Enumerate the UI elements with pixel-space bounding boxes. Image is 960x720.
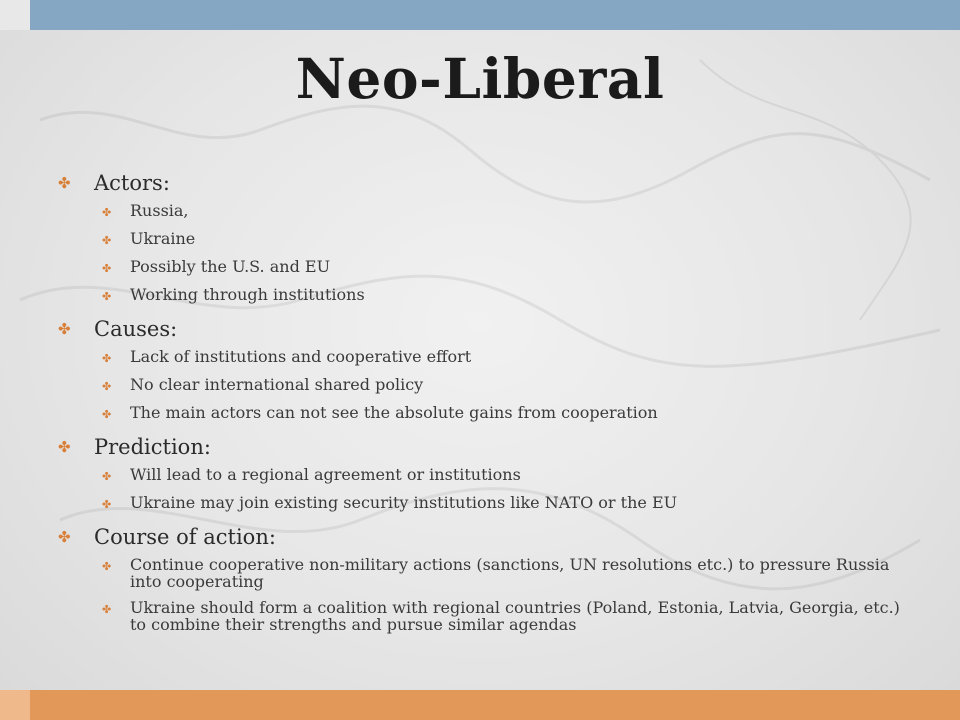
sub-list [58, 552, 918, 638]
list-item-text: Ukraine [130, 229, 196, 248]
section-course-of-action [58, 522, 918, 638]
section-heading-text: Prediction: [94, 435, 211, 459]
diamond-bullet-icon: ✤ [102, 380, 112, 393]
section-heading [58, 522, 918, 552]
section-heading [58, 168, 918, 198]
diamond-bullet-icon: ✤ [58, 320, 71, 338]
section-actors [58, 168, 918, 310]
list-item [58, 344, 918, 372]
slide-body [58, 168, 918, 642]
diamond-bullet-icon: ✤ [102, 498, 112, 511]
sub-list [58, 344, 918, 428]
list-item [58, 595, 918, 638]
diamond-bullet-icon: ✤ [102, 206, 112, 219]
list-item [58, 552, 918, 595]
list-item-text: Possibly the U.S. and EU [130, 257, 331, 276]
diamond-bullet-icon: ✤ [102, 408, 112, 421]
list-item-text: Continue cooperative non-military actions (sanctions, UN resolutions etc.) to pressure Russia into cooperating [130, 555, 890, 591]
sub-list [58, 462, 918, 518]
diamond-bullet-icon: ✤ [102, 603, 112, 616]
diamond-bullet-icon: ✤ [102, 560, 112, 573]
section-heading [58, 432, 918, 462]
diamond-bullet-icon: ✤ [102, 290, 112, 303]
list-item [58, 226, 918, 254]
list-item [58, 282, 918, 310]
section-heading-text: Course of action: [94, 525, 276, 549]
list-item-text: Working through institutions [130, 285, 365, 304]
diamond-bullet-icon: ✤ [102, 470, 112, 483]
list-item [58, 400, 918, 428]
list-item [58, 372, 918, 400]
diamond-bullet-icon: ✤ [102, 234, 112, 247]
list-item-text: Will lead to a regional agreement or institutions [130, 465, 521, 484]
section-prediction [58, 432, 918, 518]
list-item [58, 198, 918, 226]
slide-title: Neo-Liberal [295, 46, 665, 111]
diamond-bullet-icon: ✤ [58, 174, 71, 192]
section-causes [58, 314, 918, 428]
list-item-text: Ukraine may join existing security institutions like NATO or the EU [130, 493, 678, 512]
list-item [58, 254, 918, 282]
diamond-bullet-icon: ✤ [58, 438, 71, 456]
list-item-text: Russia, [130, 201, 189, 220]
diamond-bullet-icon: ✤ [58, 528, 71, 546]
list-item-text: No clear international shared policy [130, 375, 424, 394]
bottom-accent-bar [30, 690, 960, 720]
top-bar-corner [0, 0, 30, 30]
bottom-bar-corner [0, 690, 30, 720]
diamond-bullet-icon: ✤ [102, 352, 112, 365]
section-heading [58, 314, 918, 344]
sub-list [58, 198, 918, 310]
list-item-text: Lack of institutions and cooperative effort [130, 347, 472, 366]
list-item-text: Ukraine should form a coalition with regional countries (Poland, Estonia, Latvia, Georgia, etc.) to combine their strengths and pursue similar agendas [130, 598, 900, 634]
top-accent-bar [30, 0, 960, 30]
list-item [58, 462, 918, 490]
list-item-text: The main actors can not see the absolute gains from cooperation [130, 403, 658, 422]
section-heading-text: Actors: [94, 171, 170, 195]
diamond-bullet-icon: ✤ [102, 262, 112, 275]
list-item [58, 490, 918, 518]
section-heading-text: Causes: [94, 317, 178, 341]
